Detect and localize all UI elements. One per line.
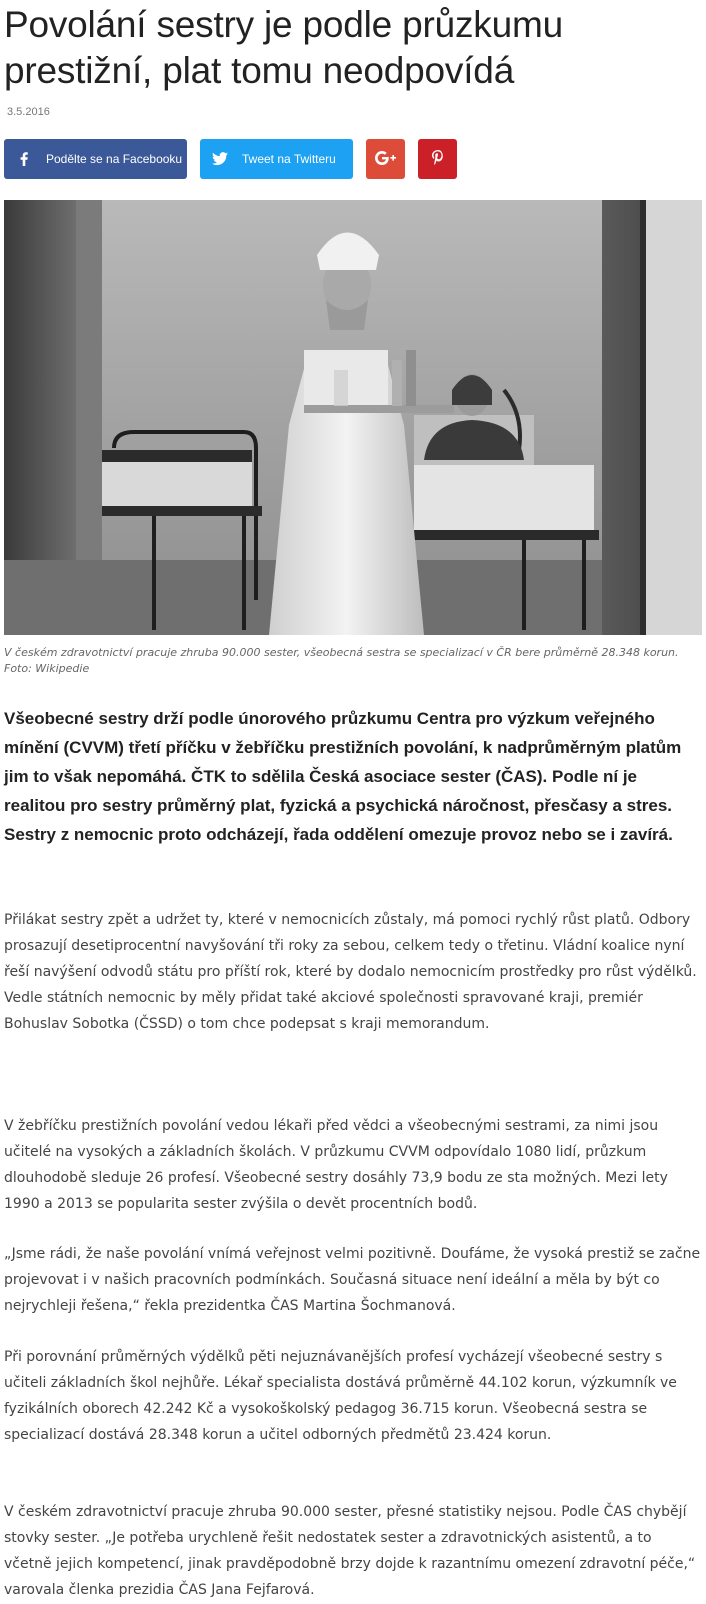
share-pinterest-button[interactable] <box>418 139 457 179</box>
nurse-photo-illustration <box>4 200 702 635</box>
article-paragraph: Přilákat sestry zpět a udržet ty, které v nemocnicích zůstaly, má pomoci rychlý růst platů. Odbory prosazují desetiprocentní navyšování tři roky za sebou, celkem tedy o třetinu. Vládní koalice nyní řeší navýšení odvodů státu pro příští rok, které by dodalo nemocnicím prostředky pro růst výdělků. Vedle státních nemocnic by měly přidat také akciové společnosti spravované kraji, premiér Bohuslav Sobotka (ČSSD) o tom chce podepsat s kraji memorandum. <box>4 912 697 1032</box>
photo-caption: V českém zdravotnictví pracuje zhruba 90.000 sester, všeobecná sestra se specializací v ČR bere průměrně 28.348 korun. Foto: Wikipedie <box>4 646 679 675</box>
facebook-icon <box>4 139 44 179</box>
article-paragraph: Při porovnání průměrných výdělků pěti nejuznávanějších profesí vycházejí všeobecné sestry s učiteli základních škol nejhůře. Lékař specialista dostává průměrně 44.102 korun, výzkumník ve fyzikálních oborech 42.242 Kč a vysokoškolský pedagog 36.715 korun. Všeobecná sestra se specializací dostává 28.348 korun a učitel odborných předmětů 23.424 korun. <box>4 1349 677 1443</box>
twitter-icon <box>200 139 240 179</box>
article-title: Povolání sestry je podle průzkumu prestižní, plat tomu neodpovídá <box>4 4 563 91</box>
share-twitter-label: Tweet na Twitteru <box>242 152 336 166</box>
share-facebook-button[interactable] <box>4 139 187 179</box>
pinterest-icon <box>432 150 444 168</box>
googleplus-icon <box>375 151 397 168</box>
share-googleplus-button[interactable] <box>366 139 405 179</box>
share-facebook-label: Podělte se na Facebooku <box>46 152 183 166</box>
article-paragraph: V českém zdravotnictví pracuje zhruba 90.000 sester, přesné statistiky nejsou. Podle ČAS chybějí stovky sester. „Je potřeba urychleně řešit nedostatek sester a zdravotnických asistentů, a to včetně jejich kompetencí, jinak pravděpodobně brzy dojde k razantnímu omezení zdravotní péče,“ varovala členka prezidia ČAS Jana Fejfarová. <box>4 1504 696 1598</box>
article-paragraph: V žebříčku prestižních povolání vedou lékaři před vědci a všeobecnými sestrami, za nimi jsou učitelé na vysokých a základních školách. V průzkumu CVVM odpovídalo 1080 lidí, průzkum dlouhodobě sleduje 26 profesí. Všeobecné sestry dosáhly 73,9 bodu ze sta možných. Mezi lety 1990 a 2013 se popularita sester zvýšila o devět procentních bodů. <box>4 1118 668 1212</box>
article-paragraph: „Jsme rádi, že naše povolání vnímá veřejnost velmi pozitivně. Doufáme, že vysoká prestiž se začne projevovat i v našich pracovních podmínkách. Současná situace není ideální a měla by být co nejrychleji řešena,“ řekla prezidentka ČAS Martina Šochmanová. <box>4 1246 701 1314</box>
article-photo <box>4 200 702 635</box>
article-date: 3.5.2016 <box>7 106 50 118</box>
share-twitter-button[interactable] <box>200 139 353 179</box>
article-lead: Všeobecné sestry drží podle únorového průzkumu Centra pro výzkum veřejného mínění (CVVM) třetí příčku v žebříčku prestižních povolání, k nadprůměrným platům jim to však nepomáhá. ČTK to sdělila Česká asociace sester (ČAS). Podle ní je realitou pro sestry průměrný plat, fyzická a psychická náročnost, přesčasy a stres. Sestry z nemocnic proto odcházejí, řada oddělení omezuje provoz nebo se i zavírá. <box>4 709 682 844</box>
